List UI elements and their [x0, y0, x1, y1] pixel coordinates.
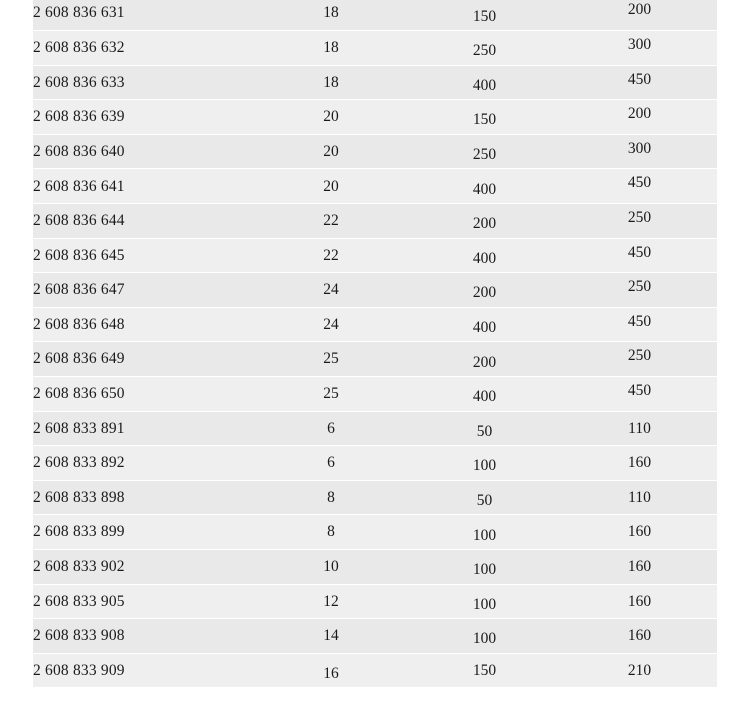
cell-total_length_mm: 110: [562, 480, 717, 515]
cell-diameter_mm: 22: [255, 238, 407, 273]
table-row: [33, 653, 717, 688]
cell-order-number: 2 608 836 648: [33, 307, 255, 342]
cell-order-number: 2 608 836 649: [33, 342, 255, 377]
cell-diameter_mm: 8: [255, 480, 407, 515]
cell-working_length_mm: 400: [407, 307, 562, 342]
cell-order-number: 2 608 833 899: [33, 515, 255, 550]
cell-order-number: 2 608 833 902: [33, 550, 255, 585]
cell-order-number: 2 608 836 647: [33, 273, 255, 308]
table-row: [33, 550, 717, 585]
cell-total_length_mm: 450: [562, 377, 717, 412]
table-row: [33, 238, 717, 273]
cell-total_length_mm: 250: [562, 204, 717, 239]
cell-working_length_mm: 100: [407, 619, 562, 654]
cell-order-number: 2 608 833 908: [33, 619, 255, 654]
cell-order-number: 2 608 836 640: [33, 134, 255, 169]
cell-diameter_mm: 25: [255, 342, 407, 377]
cell-diameter_mm: 20: [255, 134, 407, 169]
table-row: [33, 584, 717, 619]
cell-order-number: 2 608 836 639: [33, 100, 255, 135]
cell-diameter_mm: 6: [255, 411, 407, 446]
cell-diameter_mm: 8: [255, 515, 407, 550]
cell-diameter_mm: 20: [255, 169, 407, 204]
cell-working_length_mm: 100: [407, 515, 562, 550]
cell-total_length_mm: 300: [562, 134, 717, 169]
cell-total_length_mm: 450: [562, 65, 717, 100]
table-row: [33, 342, 717, 377]
cell-working_length_mm: 200: [407, 273, 562, 308]
table-row: [33, 134, 717, 169]
cell-diameter_mm: 22: [255, 204, 407, 239]
cell-total_length_mm: 250: [562, 273, 717, 308]
cell-diameter_mm: 12: [255, 584, 407, 619]
cell-total_length_mm: 160: [562, 584, 717, 619]
table-row: [33, 307, 717, 342]
cell-total_length_mm: 210: [562, 653, 717, 688]
cell-diameter_mm: 24: [255, 273, 407, 308]
cell-order-number: 2 608 836 645: [33, 238, 255, 273]
cell-total_length_mm: 450: [562, 169, 717, 204]
cell-working_length_mm: 200: [407, 342, 562, 377]
cell-total_length_mm: 160: [562, 515, 717, 550]
cell-diameter_mm: 18: [255, 65, 407, 100]
cell-working_length_mm: 100: [407, 446, 562, 481]
cell-order-number: 2 608 833 909: [33, 653, 255, 688]
cell-total_length_mm: 110: [562, 411, 717, 446]
cell-order-number: 2 608 833 891: [33, 411, 255, 446]
cell-working_length_mm: 250: [407, 134, 562, 169]
table-row: [33, 169, 717, 204]
cell-diameter_mm: 18: [255, 0, 407, 31]
cell-working_length_mm: 400: [407, 377, 562, 412]
cell-diameter_mm: 10: [255, 550, 407, 585]
table-row: [33, 446, 717, 481]
table-row: [33, 65, 717, 100]
cell-total_length_mm: 160: [562, 619, 717, 654]
table-row: [33, 411, 717, 446]
table-row: [33, 480, 717, 515]
cell-order-number: 2 608 836 631: [33, 0, 255, 31]
cell-order-number: 2 608 833 905: [33, 584, 255, 619]
cell-total_length_mm: 200: [562, 0, 717, 31]
cell-working_length_mm: 100: [407, 550, 562, 585]
table-row: [33, 100, 717, 135]
cell-working_length_mm: 150: [407, 0, 562, 31]
table-row: [33, 515, 717, 550]
cell-working_length_mm: 200: [407, 204, 562, 239]
table-row: [33, 31, 717, 66]
cell-total_length_mm: 200: [562, 100, 717, 135]
cell-working_length_mm: 400: [407, 238, 562, 273]
cell-order-number: 2 608 836 641: [33, 169, 255, 204]
cell-total_length_mm: 160: [562, 550, 717, 585]
cell-working_length_mm: 150: [407, 653, 562, 688]
cell-diameter_mm: 6: [255, 446, 407, 481]
cell-order-number: 2 608 836 644: [33, 204, 255, 239]
cell-total_length_mm: 250: [562, 342, 717, 377]
table-row: [33, 619, 717, 654]
cell-diameter_mm: 24: [255, 307, 407, 342]
table-row: [33, 273, 717, 308]
table-row: [33, 0, 717, 31]
cell-total_length_mm: 450: [562, 307, 717, 342]
cell-total_length_mm: 450: [562, 238, 717, 273]
cell-diameter_mm: 16: [255, 653, 407, 688]
cell-total_length_mm: 300: [562, 31, 717, 66]
cell-working_length_mm: 400: [407, 65, 562, 100]
cell-diameter_mm: 14: [255, 619, 407, 654]
cell-total_length_mm: 160: [562, 446, 717, 481]
cell-diameter_mm: 18: [255, 31, 407, 66]
spec-table: [33, 0, 717, 688]
cell-order-number: 2 608 836 633: [33, 65, 255, 100]
cell-diameter_mm: 25: [255, 377, 407, 412]
cell-working_length_mm: 50: [407, 411, 562, 446]
spec-table-container: [33, 0, 717, 688]
cell-diameter_mm: 20: [255, 100, 407, 135]
cell-working_length_mm: 100: [407, 584, 562, 619]
cell-order-number: 2 608 833 892: [33, 446, 255, 481]
cell-working_length_mm: 250: [407, 31, 562, 66]
cell-working_length_mm: 50: [407, 480, 562, 515]
spec-table-body: [33, 0, 717, 688]
cell-order-number: 2 608 833 898: [33, 480, 255, 515]
table-row: [33, 204, 717, 239]
cell-order-number: 2 608 836 632: [33, 31, 255, 66]
cell-working_length_mm: 400: [407, 169, 562, 204]
cell-working_length_mm: 150: [407, 100, 562, 135]
table-row: [33, 377, 717, 412]
cell-order-number: 2 608 836 650: [33, 377, 255, 412]
